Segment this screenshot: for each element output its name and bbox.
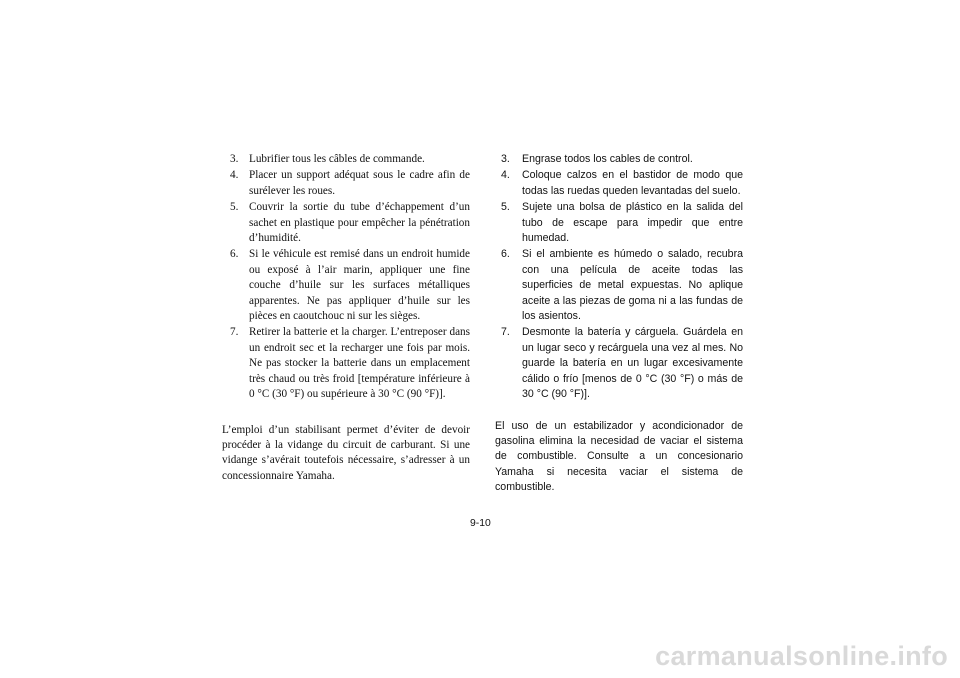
step-number: 3.	[230, 153, 239, 165]
spanish-steps-list	[495, 152, 743, 403]
step-text: Si le véhicule est remisé dans un endroit humide ou exposé à l’air marin, appliquer une fine couche d’huile sur les surfaces métalliques apparentes. Ne pas appliquer d’huile sur les pièces en caoutchouc ni sur les sièges.	[249, 248, 470, 323]
french-note-paragraph: L’emploi d’un stabilisant permet d’éviter de devoir procéder à la vidange du circuit de carburant. Si une vidange s’avérait toutefois nécessaire, s’adresser à un concessionnaire Yamaha.	[222, 423, 470, 482]
step-text: Engrase todos los cables de control.	[522, 153, 693, 165]
french-steps-list	[222, 152, 470, 403]
step-text: Lubrifier tous les câbles de commande.	[249, 153, 425, 165]
step-text: Si el ambiente es húmedo o salado, recubra con una película de aceite todas las superficies de metal expuestas. No aplique aceite a las piezas de goma ni a las fundas de los asientos.	[522, 248, 743, 323]
step-number: 7.	[501, 326, 510, 339]
step-text: Coloque calzos en el bastidor de modo que todas las ruedas queden levantadas del suelo.	[522, 169, 743, 197]
list-item	[222, 325, 470, 402]
step-number: 4.	[501, 169, 510, 182]
spanish-column	[495, 152, 743, 496]
page-number: 9-10	[470, 518, 491, 529]
list-item	[495, 325, 743, 402]
french-column	[222, 152, 470, 484]
spanish-note-paragraph: El uso de un estabilizador y acondicionador de gasolina elimina la necesidad de vaciar el sistema de combustible. Consulte a un concesionario Yamaha si necesita vaciar el sistema de combustible.	[495, 419, 743, 494]
step-number: 4.	[230, 169, 239, 182]
step-number: 3.	[501, 153, 510, 165]
step-number: 5.	[230, 201, 239, 214]
step-text: Retirer la batterie et la charger. L’entreposer dans un endroit sec et la recharger une fois par mois. Ne pas stocker la batterie dans un emplacement très chaud ou très froid [température inférieure à 0 °C (30 °F) ou supérieure à 30 °C (90 °F)].	[249, 326, 470, 401]
list-item	[495, 168, 743, 199]
list-item	[222, 168, 470, 199]
step-number: 5.	[501, 201, 510, 214]
step-number: 7.	[230, 326, 239, 339]
list-item	[495, 200, 743, 246]
step-text: Placer un support adéquat sous le cadre afin de surélever les roues.	[249, 169, 470, 197]
list-item	[495, 152, 743, 167]
list-item	[495, 247, 743, 324]
step-text: Couvrir la sortie du tube d’échappement d’un sachet en plastique pour empêcher la pénétration d’humidité.	[249, 201, 470, 245]
list-item	[222, 152, 470, 167]
step-number: 6.	[501, 248, 510, 261]
list-item	[222, 247, 470, 324]
list-item	[222, 200, 470, 246]
step-number: 6.	[230, 248, 239, 261]
step-text: Sujete una bolsa de plástico en la salida del tubo de escape para impedir que entre humedad.	[522, 201, 743, 245]
watermark: carmanualsonline.info	[655, 641, 948, 671]
step-text: Desmonte la batería y cárguela. Guárdela en un lugar seco y recárguela una vez al mes. No guarde la batería en un lugar excesivamente cálido o frío [menos de 0 °C (30 °F) o más de 30 °C (90 °F)].	[522, 326, 743, 401]
